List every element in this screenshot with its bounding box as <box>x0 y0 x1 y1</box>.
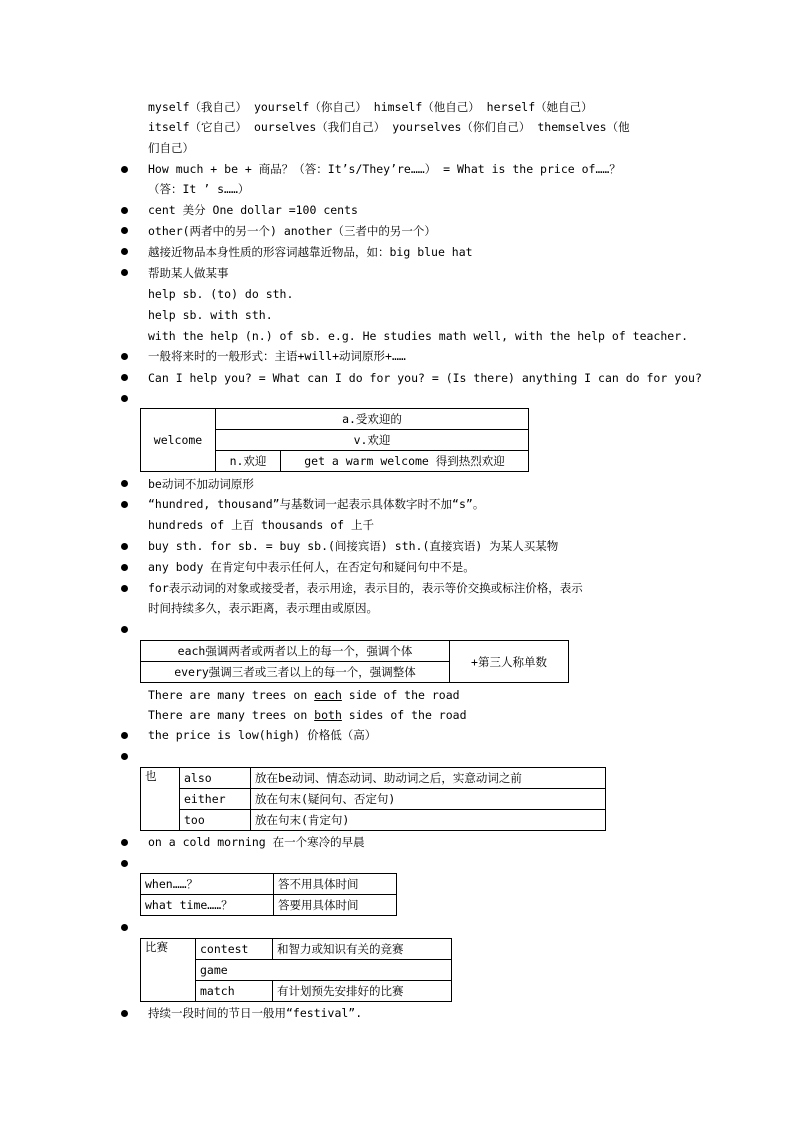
bullet-icon <box>121 227 128 234</box>
text-span: There are many trees on <box>148 688 315 702</box>
table-cell: v.欢迎 <box>216 430 529 451</box>
text-line: help sb. with sth. <box>148 308 273 322</box>
text-span: There are many trees on <box>148 708 315 722</box>
text-line: 越接近物品本身性质的形容词越靠近物品，如：big blue hat <box>148 245 473 259</box>
bullet-icon <box>121 924 128 931</box>
text-line: Can I help you? = What can I do for you? = (Is there) anything I can do for you? <box>148 371 702 385</box>
table-cell: welcome <box>141 409 216 472</box>
table-cell: either <box>180 789 251 810</box>
table-cell: 比赛 <box>141 939 196 1002</box>
table-cell: too <box>180 810 251 831</box>
text-line: with the help (n.) of sb. e.g. He studies math well, with the help of teacher. <box>148 329 689 343</box>
bullet-icon <box>121 543 128 550</box>
bullet-icon <box>121 753 128 760</box>
each-every-table <box>140 640 569 683</box>
text-line: “hundred, thousand”与基数词一起表示具体数字时不加“s”。 <box>148 497 485 511</box>
welcome-table <box>140 408 529 472</box>
text-line: itself（它自己） ourselves（我们自己） yourselves（你们自己） themselves（他 <box>148 120 630 134</box>
underlined-word: each <box>314 688 342 702</box>
table-cell: game <box>196 960 452 981</box>
text-line: 时间持续多久，表示距离，表示理由或原因。 <box>148 601 378 615</box>
table-cell: 放在句末(疑问句、否定句) <box>251 789 606 810</box>
table-cell: 放在be动词、情态动词、助动词之后，实意动词之前 <box>251 768 606 789</box>
text-line: help sb. (to) do sth. <box>148 287 294 301</box>
table-cell: +第三人称单数 <box>450 641 569 683</box>
bullet-icon <box>121 732 128 739</box>
table-cell: every强调三者或三者以上的每一个，强调整体 <box>141 662 450 683</box>
text-line: hundreds of 上百 thousands of 上千 <box>148 518 375 532</box>
text-span: side of the road <box>341 688 460 702</box>
table-cell: each强调两者或两者以上的每一个，强调个体 <box>141 641 450 662</box>
when-table <box>140 873 397 916</box>
bullet-icon <box>121 564 128 571</box>
text-line: 一般将来时的一般形式：主语+will+动词原形+…… <box>148 349 406 363</box>
bullet-icon <box>121 585 128 592</box>
table-cell: what time……？ <box>141 895 274 916</box>
bullet-icon <box>121 626 128 633</box>
text-line: on a cold morning 在一个寒冷的早晨 <box>148 835 365 849</box>
text-span: sides of the road <box>341 708 467 722</box>
text-line: for表示动词的对象或接受者，表示用途，表示目的，表示等价交换或标注价格，表示 <box>148 581 583 595</box>
text-line: the price is low(high) 价格低（高） <box>148 728 377 742</box>
bullet-icon <box>121 248 128 255</box>
text-line: buy sth. for sb. = buy sb.(间接宾语) sth.(直接宾语) 为某人买某物 <box>148 539 559 553</box>
table-cell: contest <box>196 939 273 960</box>
table-cell: when……？ <box>141 874 274 895</box>
table-cell: 有计划预先安排好的比赛 <box>273 981 452 1002</box>
table-cell: a.受欢迎的 <box>216 409 529 430</box>
table-cell: n.欢迎 <box>216 451 281 472</box>
text-line <box>148 685 460 705</box>
text-line: How much + be + 商品？（答：It’s/They’re……） = What is the price of……？ <box>148 162 621 176</box>
bullet-icon <box>121 395 128 402</box>
bullet-icon <box>121 269 128 276</box>
table-cell: 和智力或知识有关的竞赛 <box>273 939 452 960</box>
table-cell: 答不用具体时间 <box>274 874 397 895</box>
text-line: any body 在肯定句中表示任何人，在否定句和疑问句中不是。 <box>148 560 475 574</box>
text-line: myself（我自己） yourself（你自己） himself（他自己） herself（她自己） <box>148 100 593 114</box>
text-line: be动词不加动词原形 <box>148 477 254 491</box>
text-line: 持续一段时间的节日一般用“festival”. <box>148 1006 363 1020</box>
table-cell: 放在句末(肯定句) <box>251 810 606 831</box>
contest-table <box>140 938 452 1002</box>
bullet-icon <box>121 860 128 867</box>
bullet-icon <box>121 501 128 508</box>
text-line: 帮助某人做某事 <box>148 266 229 280</box>
underlined-word: both <box>314 708 342 722</box>
bullet-icon <box>121 374 128 381</box>
bullet-icon <box>121 839 128 846</box>
also-either-too-table <box>140 767 606 831</box>
bullet-icon <box>121 166 128 173</box>
text-line: cent 美分 One dollar =100 cents <box>148 203 358 217</box>
bullet-icon <box>121 353 128 360</box>
table-cell: match <box>196 981 273 1002</box>
text-line <box>148 705 467 725</box>
text-line: （答：It ’ s……） <box>148 182 250 196</box>
table-cell: 答要用具体时间 <box>274 895 397 916</box>
bullet-icon <box>121 1010 128 1017</box>
bullet-icon <box>121 207 128 214</box>
table-cell: also <box>180 768 251 789</box>
bullet-icon <box>121 480 128 487</box>
text-line: other(两者中的另一个) another（三者中的另一个） <box>148 224 436 238</box>
table-cell: get a warm welcome 得到热烈欢迎 <box>281 451 529 472</box>
table-cell: 也 <box>141 768 180 831</box>
text-line: 们自己） <box>148 141 194 155</box>
